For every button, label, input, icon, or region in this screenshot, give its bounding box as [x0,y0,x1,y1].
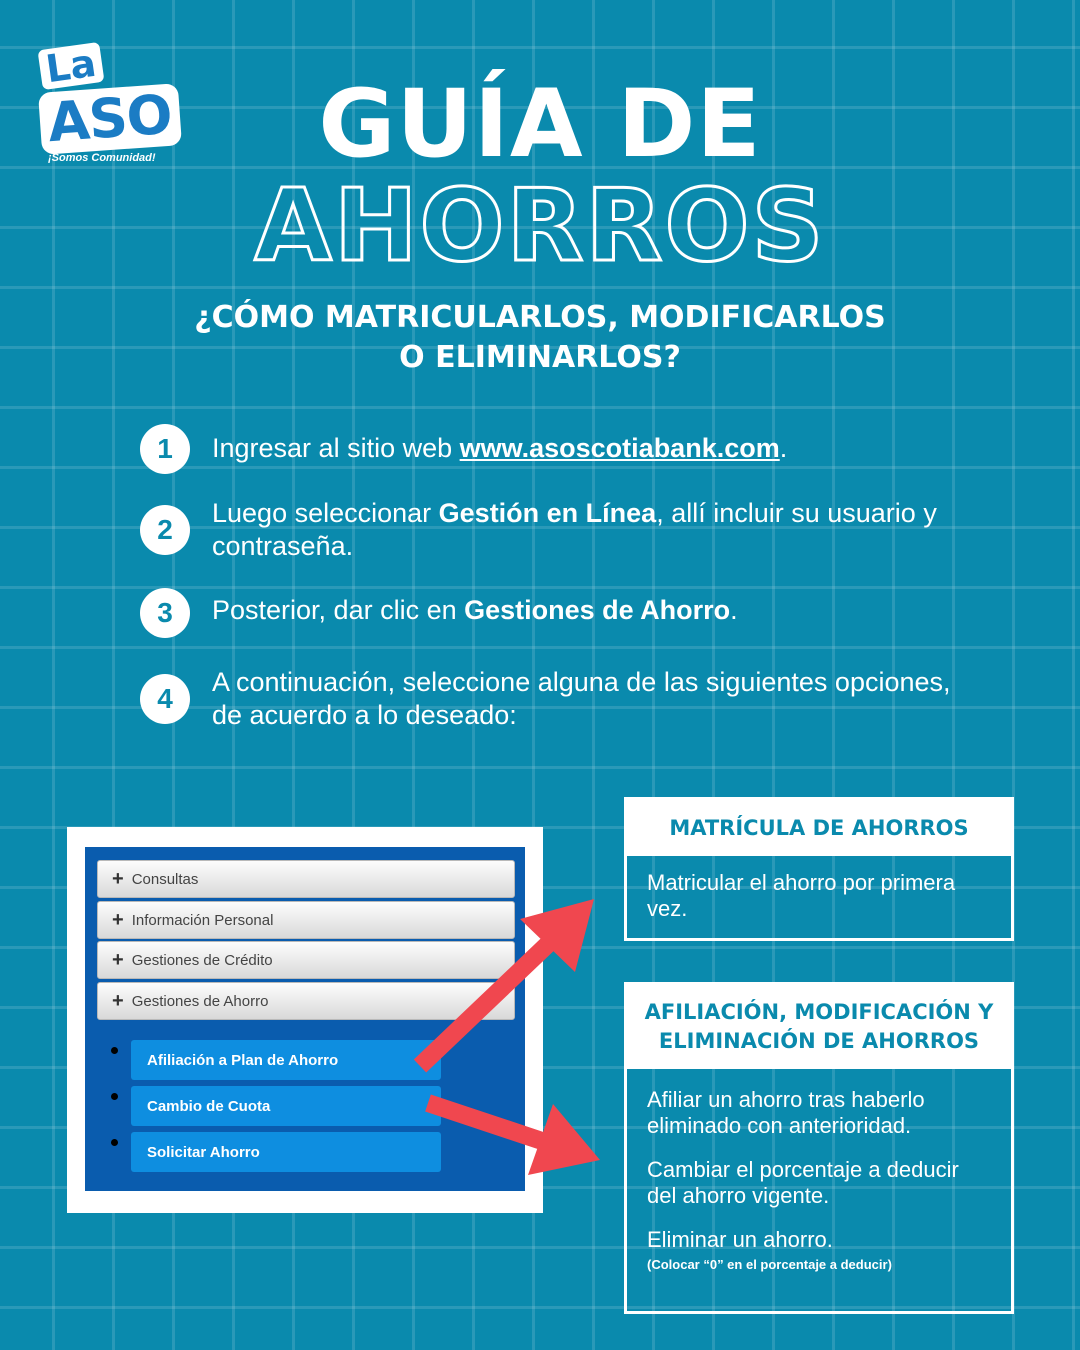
afiliacion-box [624,982,1014,1314]
step-text-post: . [779,433,788,463]
step-text-bold: Gestión en Línea [438,498,657,528]
plus-icon: + [112,867,124,890]
box-title-line1: AFILIACIÓN, MODIFICACIÓN Y [644,1000,994,1024]
option-eliminar-note: (Colocar “0” en el porcentaje a deducir) [647,1257,892,1272]
submenu-solicitar-ahorro[interactable]: Solicitar Ahorro [131,1132,441,1172]
submenu-cambio-cuota[interactable]: Cambio de Cuota [131,1086,441,1126]
step-text-pre: Luego seleccionar [212,498,439,528]
website-link[interactable]: www.asoscotiabank.com [459,433,780,463]
step-number: 3 [140,588,190,638]
step-number: 2 [140,505,190,555]
menu-item-label: Gestiones de Crédito [131,951,273,969]
option-eliminar-text: Eliminar un ahorro. [647,1227,833,1252]
box-title-line2: ELIMINACIÓN DE AHORROS [658,1029,980,1053]
subtitle-line1: ¿CÓMO MATRICULARLOS, MODIFICARLOS [194,300,886,335]
step-text-post: . [730,595,738,625]
box-title: MATRÍCULA DE AHORROS [627,800,1011,856]
menu-item-label: Gestiones de Ahorro [131,992,269,1010]
plus-icon: + [112,948,124,971]
logo-tagline: ¡Somos Comunidad! [48,152,156,164]
option-afiliar: Afiliar un ahorro tras haberlo eliminado con anterioridad. [647,1087,925,1138]
submenu-afiliacion[interactable]: Afiliación a Plan de Ahorro [131,1040,441,1080]
logo-aso: ASO [38,83,182,155]
box-text: Matricular el ahorro por primera vez. [647,870,956,921]
step-text-bold: Gestiones de Ahorro [464,595,731,625]
step-text-pre: Posterior, dar clic en [212,595,465,625]
step-text-pre: Ingresar al sitio web [212,433,460,463]
arrow-down-icon [428,1103,600,1175]
step-text-post: , allí incluir su usuario y contraseña. [212,498,937,561]
plus-icon: + [112,908,124,931]
plus-icon: + [112,989,124,1012]
box-title [627,985,1011,1069]
arrow-up-icon [420,899,594,1066]
step-number: 4 [140,674,190,724]
logo-la: La [38,42,105,90]
option-cambiar: Cambiar el porcentaje a deducir del ahorro vigente. [647,1157,959,1208]
matricula-box [624,797,1014,941]
step-number: 1 [140,424,190,474]
option-eliminar [647,1227,991,1273]
step-text: A continuación, seleccione alguna de las siguientes opciones, de acuerdo a lo deseado: [212,667,951,730]
menu-item-label: Consultas [131,870,199,888]
box-body [627,1069,1011,1291]
page-title-line2: AHORROS [254,167,826,284]
page-title-line1: GUÍA DE [318,70,762,179]
subtitle-line2: O ELIMINARLOS? [399,340,681,375]
menu-item-label: Información Personal [131,911,274,929]
